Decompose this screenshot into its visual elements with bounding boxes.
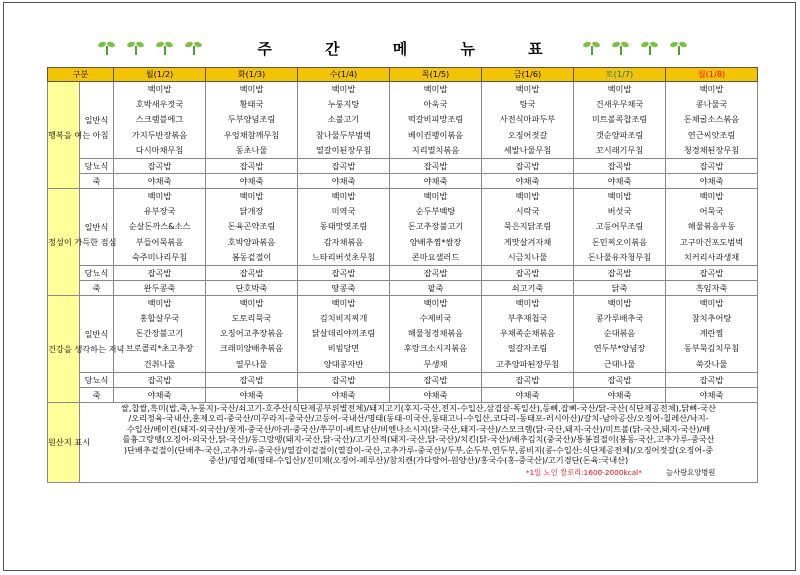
menu-item: 콩나물국 (695, 99, 728, 110)
menu-item: 시락국 (515, 206, 540, 217)
menu-item: 잡곡밥 (114, 158, 206, 173)
origin-line: 중산)/명엽채(명태-수입산)/진미채(오징어-페루산)/참치캔(가다랑어-원양산)/홍국수(홍-중국산)/고기경단(돈육:국내산) (208, 455, 629, 466)
meal-row-diabetic (48, 372, 758, 387)
meal-row-general (48, 188, 758, 265)
menu-item: 잡곡밥 (390, 372, 482, 387)
menu-item: 부들어묵볶음 (135, 236, 184, 247)
menu-item: 팥죽 (390, 280, 482, 295)
menu-item: 열갈이된장무침 (315, 144, 372, 155)
menu-item: 건취나물 (143, 358, 176, 369)
menu-item: 백미밥 (515, 84, 540, 94)
menu-item: 돈민찌오이볶음 (591, 236, 648, 247)
menu-item: 야채죽 (298, 387, 390, 402)
menu-item: 닭살데리야끼조림 (311, 328, 376, 339)
menu-item: 해물청경채볶음 (407, 328, 464, 339)
menu-item: 베이컨팽이볶음 (407, 129, 464, 140)
menu-item: 야채죽 (482, 173, 574, 188)
menu-cell (666, 295, 758, 372)
menu-item: 백미밥 (607, 190, 632, 201)
menu-item: 스크램블에그 (135, 114, 184, 125)
hospital-name: 늘사랑요양병원 (666, 467, 716, 477)
menu-cell (482, 188, 574, 265)
menu-item: 호박새우젓국 (135, 99, 184, 110)
menu-item: 백미밥 (699, 297, 724, 308)
menu-item: 잡곡밥 (114, 372, 206, 387)
menu-item: 돈간장불고기 (135, 328, 184, 339)
menu-item: 가지두반장볶음 (131, 129, 188, 140)
menu-item: 지리멸치볶음 (411, 144, 460, 155)
menu-item: 미역국 (331, 206, 356, 217)
menu-item: 백미밥 (699, 190, 724, 201)
menu-item: 야채죽 (390, 173, 482, 188)
menu-cell (390, 188, 482, 265)
menu-item: 브로콜리*초고추장 (125, 343, 194, 354)
menu-item: 백미밥 (699, 84, 724, 94)
menu-cell (114, 82, 206, 159)
menu-item: 비빔당면 (327, 343, 360, 354)
menu-item: 잡곡밥 (666, 265, 758, 280)
menu-item: 누룽지탕 (327, 99, 360, 110)
header-corner: 구분 (48, 68, 114, 82)
menu-item: 잡곡밥 (298, 372, 390, 387)
menu-item: 야채죽 (206, 173, 298, 188)
menu-item: 열무나물 (235, 358, 268, 369)
menu-item: 야채죽 (482, 387, 574, 402)
meal-row-diabetic (48, 265, 758, 280)
diet-type-label: 죽 (80, 387, 114, 402)
menu-item: 연두부*양념장 (593, 343, 646, 354)
menu-cell (390, 295, 482, 372)
header-row (48, 68, 758, 82)
menu-item: 후랑크소시지볶음 (403, 343, 468, 354)
origin-footer (80, 468, 757, 482)
menu-item: 돈육곤약조림 (227, 221, 276, 232)
menu-item: 다시마채무침 (135, 144, 184, 155)
diet-type-label: 죽 (80, 280, 114, 295)
origin-row (48, 402, 758, 482)
menu-cell (206, 188, 298, 265)
meal-row-general (48, 295, 758, 372)
menu-item: 잡곡밥 (390, 158, 482, 173)
menu-cell (114, 188, 206, 265)
menu-item: 봄동겉절이 (231, 251, 272, 262)
day-header: 목(1/5) (390, 68, 482, 82)
menu-item: 얼갈자조림 (507, 343, 548, 354)
menu-item: 완두콩죽 (114, 280, 206, 295)
menu-cell (666, 82, 758, 159)
menu-item: 근대나물 (603, 358, 636, 369)
menu-item: 야채죽 (666, 387, 758, 402)
menu-item: 백미밥 (607, 84, 632, 94)
menu-item: 야채죽 (574, 387, 666, 402)
menu-item: 백미밥 (239, 190, 264, 201)
menu-item: 백미밥 (239, 297, 264, 308)
menu-item: 백미밥 (331, 84, 356, 94)
day-header: 금(1/6) (482, 68, 574, 82)
menu-item: 잡곡밥 (114, 265, 206, 280)
menu-item: 부추재첩국 (507, 313, 548, 324)
menu-item: 고등어무조림 (595, 221, 644, 232)
menu-item: 홍합살무국 (139, 313, 180, 324)
menu-item: 잡곡밥 (390, 265, 482, 280)
menu-cell (114, 295, 206, 372)
menu-item: 게맛살겨자채 (503, 236, 552, 247)
menu-item: 백미밥 (515, 190, 540, 201)
menu-item: 양배추찜*쌈장 (409, 236, 462, 247)
menu-item: 탕국 (519, 99, 536, 110)
menu-item: 호박양파볶음 (227, 236, 276, 247)
menu-item: 백미밥 (331, 190, 356, 201)
menu-item: 잡곡밥 (298, 265, 390, 280)
menu-item: 묵은지닭조림 (503, 221, 552, 232)
menu-item: 참나물두부범벅 (315, 129, 372, 140)
diet-type-label: 당뇨식 (80, 158, 114, 173)
menu-item: 백미밥 (607, 297, 632, 308)
menu-item: 쑥갓나물 (695, 358, 728, 369)
menu-cell (574, 82, 666, 159)
meal-row-diabetic (48, 158, 758, 173)
menu-item: 갯순양파조림 (595, 129, 644, 140)
menu-item: 무생채 (423, 358, 448, 369)
diet-type-label: 일반식 (80, 82, 114, 159)
diet-type-label: 일반식 (80, 295, 114, 372)
menu-item: 건새우무채국 (595, 99, 644, 110)
menu-item: 단호박죽 (206, 280, 298, 295)
menu-cell (390, 82, 482, 159)
origin-text (80, 402, 758, 482)
menu-item: 치커리사과생채 (683, 251, 740, 262)
origin-label: 원산지 표시 (48, 402, 80, 482)
menu-cell (298, 188, 390, 265)
menu-item: 미트볼콕찹조림 (591, 114, 648, 125)
menu-item: 잡곡밥 (206, 372, 298, 387)
menu-item: 두부양념조림 (227, 114, 276, 125)
menu-item: 잡곡밥 (666, 158, 758, 173)
menu-item: 김치비지찌개 (319, 313, 368, 324)
menu-cell (666, 188, 758, 265)
menu-item: 소불고기 (327, 114, 360, 125)
menu-item: 느타리버섯초무침 (311, 251, 376, 262)
menu-item: 순대볶음 (603, 328, 636, 339)
menu-item: 계란찜 (699, 328, 724, 339)
day-header-saturday: 토(1/7) (574, 68, 666, 82)
menu-cell (574, 188, 666, 265)
menu-item: 청경채된장무침 (683, 144, 740, 155)
menu-item: 콩가루배추국 (595, 313, 644, 324)
menu-item: 백미밥 (423, 84, 448, 94)
menu-item: 잡곡밥 (574, 158, 666, 173)
diet-type-label: 일반식 (80, 188, 114, 265)
menu-item: 사전식마파두부 (499, 114, 556, 125)
origin-line: 수입산/베이컨(돼지-외국산)/꽃게-중국산/아귀-중국산/쭈꾸미-베트남산/비엔나소시지(닭-국산,돼지-국산)/스모크햄(닭-국산,돼지-국산)/미트볼(닭-국산,돼지-국산)/배 (126, 423, 711, 434)
menu-item: 야채죽 (114, 173, 206, 188)
menu-item: 숙주미나리무침 (131, 251, 188, 262)
meal-row-general (48, 82, 758, 159)
menu-item: 동부묵김치무침 (683, 343, 740, 354)
menu-item: 아욱국 (423, 99, 448, 110)
menu-cell (482, 82, 574, 159)
menu-cell (574, 295, 666, 372)
menu-cell (482, 295, 574, 372)
menu-item: 시금치나물 (507, 251, 548, 262)
menu-item: 잡곡밥 (206, 265, 298, 280)
menu-item: 우채족순채볶음 (499, 328, 556, 339)
menu-item: 잡곡밥 (482, 372, 574, 387)
menu-cell (206, 295, 298, 372)
menu-item: 크래미양배추볶음 (219, 343, 284, 354)
day-header: 수(1/4) (298, 68, 390, 82)
menu-item: 땅콩죽 (298, 280, 390, 295)
origin-line: 쌀,찹쌀,흑미(밥,죽,누룽지)-국산/쇠고기-호주산(식단제공부위별전체)/돼지고기(후지-국산,전지-수입산,삼겹살-독일산),등뼈,잡뼈-국산/닭-국산(식단제공전체),닭뼈-국산 (121, 402, 716, 413)
menu-item: 잡곡밥 (574, 372, 666, 387)
meal-label: 정성이 가득한 점심 (48, 188, 80, 295)
calorie-note: *1일 노인 칼로리:1600-2000kcal* (526, 467, 642, 477)
menu-item: 잡곡밥 (298, 158, 390, 173)
origin-line: /오리정육-국내산,훈제오리-중국산/미꾸라지-중국산/고등어-국내산/명태(동태-미국산,동태고니-수입산,코다리-동태포-러시아산)/갈치-남아공산/오징어-칠레산/낙지- (128, 413, 709, 424)
meal-label: 행복을 여는 아침 (48, 82, 80, 189)
menu-item: 야채죽 (390, 387, 482, 402)
menu-item: 동초나물 (235, 144, 268, 155)
menu-item: 양대콩자반 (323, 358, 364, 369)
diet-type-label: 당뇨식 (80, 372, 114, 387)
menu-item: 동태맛엿조림 (319, 221, 368, 232)
menu-item: 오징어젓갈 (507, 129, 548, 140)
menu-item: 돈고추장불고기 (407, 221, 464, 232)
menu-item: 꼬시래기무침 (595, 144, 644, 155)
menu-item: 우엉채참깨무침 (223, 129, 280, 140)
meal-row-porridge (48, 387, 758, 402)
menu-item: 백미밥 (147, 297, 172, 308)
menu-item: 닭개장 (239, 206, 264, 217)
menu-item: 야채죽 (114, 387, 206, 402)
menu-item: 순두부백탕 (415, 206, 456, 217)
menu-item: 해물볶음우동 (687, 221, 736, 232)
menu-item: 닭죽 (574, 280, 666, 295)
menu-item: 백미밥 (147, 190, 172, 201)
menu-item: 황태국 (239, 99, 264, 110)
menu-item: 세발나물무침 (503, 144, 552, 155)
meal-row-porridge (48, 280, 758, 295)
menu-item: 백미밥 (147, 84, 172, 94)
menu-item: 참치추어탕 (691, 313, 732, 324)
menu-item: 순살돈까스&소스 (128, 221, 191, 232)
menu-item: 유부장국 (143, 206, 176, 217)
meal-row-porridge (48, 173, 758, 188)
menu-item: 감자채볶음 (323, 236, 364, 247)
menu-item: 백미밥 (423, 297, 448, 308)
menu-item: 잡곡밥 (482, 265, 574, 280)
menu-item: 돈채굴소스볶음 (683, 114, 740, 125)
menu-cell (298, 82, 390, 159)
menu-item: 어묵국 (699, 206, 724, 217)
menu-item: 야채죽 (574, 173, 666, 188)
menu-cell (298, 295, 390, 372)
menu-item: 연근씨앗조림 (687, 129, 736, 140)
menu-item: 야채죽 (666, 173, 758, 188)
menu-item: 버섯국 (607, 206, 632, 217)
diet-type-label: 당뇨식 (80, 265, 114, 280)
menu-item: 쇠고기죽 (482, 280, 574, 295)
menu-item: 야채죽 (298, 173, 390, 188)
menu-item: 고추양파된장무침 (495, 358, 560, 369)
menu-item: 잡곡밥 (206, 158, 298, 173)
menu-item: 백미밥 (515, 297, 540, 308)
menu-item: 잡곡밥 (482, 158, 574, 173)
menu-item: 흑임자죽 (666, 280, 758, 295)
meal-label: 건강을 생각하는 저녁 (48, 295, 80, 402)
menu-item: 백미밥 (239, 84, 264, 94)
origin-line: )단배추겉절이(단배추-국산,고추가루-중국산)/열갈이겉절이(열갈이-국산,고추가루-중국산)/두부,순두부,연두부,콩비지(콩-수입산:식단제공전체)/오징어젓갈(오징어-중 (123, 444, 714, 455)
weekly-menu-table (47, 67, 758, 483)
menu-item: 잡곡밥 (666, 372, 758, 387)
menu-cell (206, 82, 298, 159)
origin-line: 를흉그랑땡(오징어-외국산,닭-국산)/동그랑땡(돼지-국산,닭-국산)/고기산적(돼지-국산,닭-국산)/치킨(닭-국산)/배추김치(중국산)/통봉걸절이(봉동-국산,고추가루-중국산 (122, 434, 715, 445)
diet-type-label: 죽 (80, 173, 114, 188)
menu-item: 백미밥 (331, 297, 356, 308)
menu-item: 수제비국 (419, 313, 452, 324)
menu-item: 콘마요샐러드 (411, 251, 460, 262)
day-header-holiday: 월(1/8) (666, 68, 758, 82)
day-header: 월(1/2) (114, 68, 206, 82)
menu-item: 떡갈비피망조림 (407, 114, 464, 125)
menu-item: 돈나물유자청무침 (587, 251, 652, 262)
page-title: 주 간 메 뉴 표 (257, 40, 567, 58)
menu-item: 오징어고추장볶음 (219, 328, 284, 339)
day-header: 화(1/3) (206, 68, 298, 82)
menu-item: 고구마건포도범벅 (679, 236, 744, 247)
menu-item: 백미밥 (423, 190, 448, 201)
menu-item: 잡곡밥 (574, 265, 666, 280)
menu-item: 도토리묵국 (231, 313, 272, 324)
menu-item: 야채죽 (206, 387, 298, 402)
